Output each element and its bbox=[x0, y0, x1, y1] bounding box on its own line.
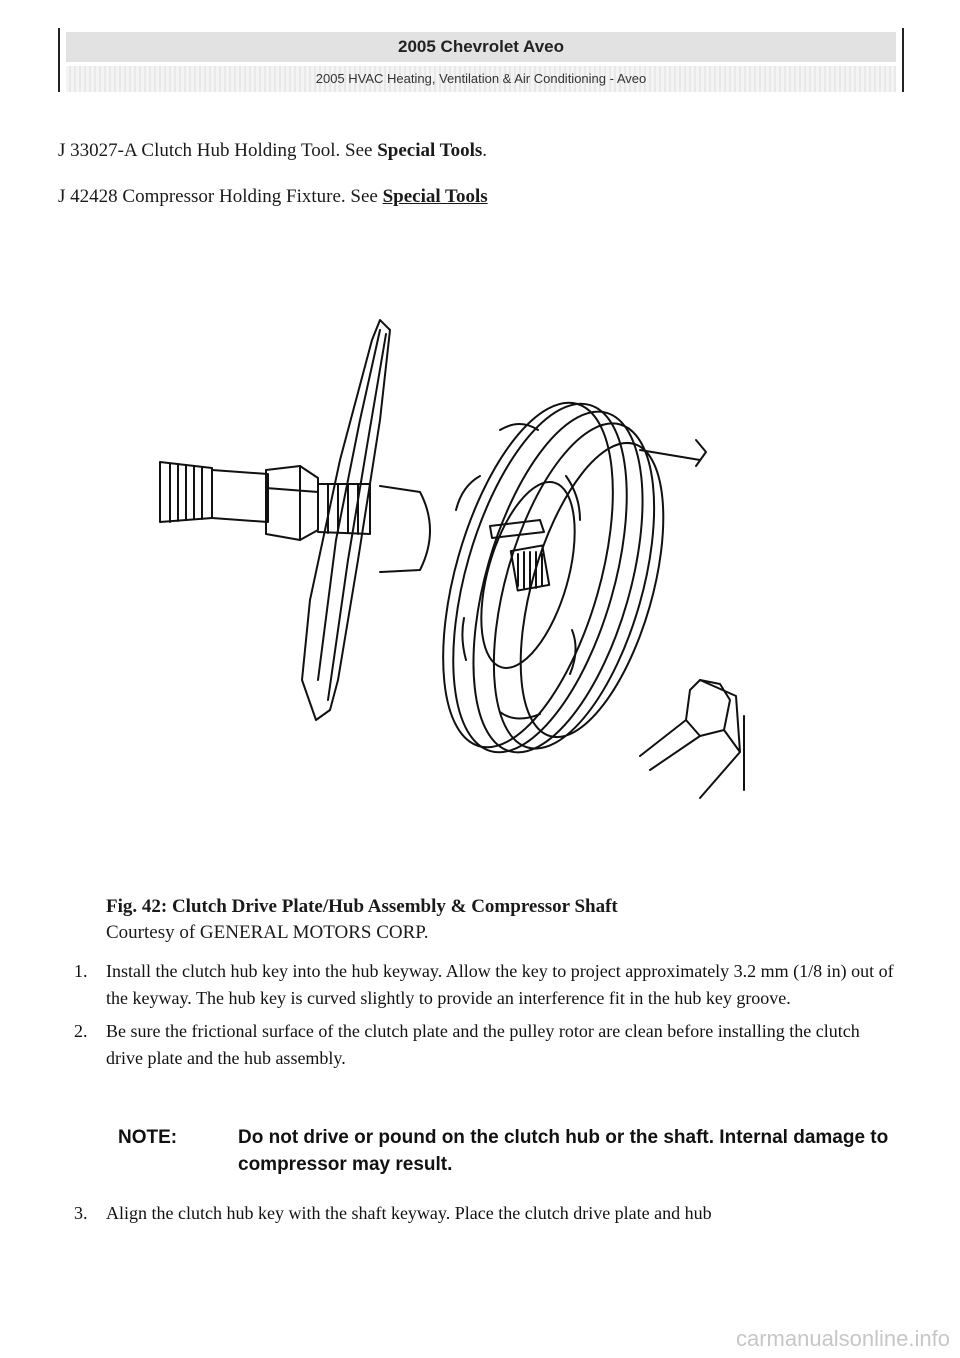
tool-text: J 42428 Compressor Holding Fixture. See bbox=[58, 186, 383, 207]
tool-line-1: J 33027-A Clutch Hub Holding Tool. See Special Tools. bbox=[58, 140, 488, 161]
special-tools-link[interactable]: Special Tools bbox=[382, 186, 488, 207]
special-tools-link[interactable]: Special Tools bbox=[377, 140, 483, 161]
step-item: 2. Be sure the frictional surface of the clutch plate and the pulley rotor are clean before installing the clutch drive plate and the hub assembly. bbox=[74, 1021, 860, 1068]
step-text: Be sure the frictional surface of the clutch plate and the pulley rotor are clean before installing the clutch drive plate and the hub assembly. bbox=[106, 1021, 860, 1068]
watermark: carmanualsonline.info bbox=[735, 1326, 950, 1351]
header-subtitle: 2005 HVAC Heating, Ventilation & Air Conditioning - Aveo bbox=[66, 66, 896, 92]
holding-fixture bbox=[640, 680, 744, 798]
caption-title: Fig. 42: Clutch Drive Plate/Hub Assembly & Compressor Shaft bbox=[106, 896, 618, 917]
threaded-shaft bbox=[160, 462, 268, 522]
page-header bbox=[58, 28, 904, 92]
step-text: Install the clutch hub key into the hub keyway. Allow the key to project approximately 3.2 mm (1/8 in) out of the keyway. The hub key is curved slightly to provide an interference fit in the hub key groove. bbox=[106, 961, 894, 1008]
clutch-hub bbox=[463, 472, 593, 679]
procedure-steps bbox=[70, 958, 900, 1078]
step-item: 3. Align the clutch hub key with the shaft keyway. Place the clutch drive plate and hub bbox=[74, 1203, 712, 1223]
figure-caption bbox=[106, 894, 618, 946]
caption-courtesy: Courtesy of GENERAL MOTORS CORP. bbox=[106, 922, 429, 943]
shaft-nut bbox=[266, 466, 318, 540]
pulley-rotor bbox=[410, 384, 692, 771]
step-item: 1. Install the clutch hub key into the hub keyway. Allow the key to project approximately 3.2 mm (1/8 in) out of the keyway. The hub key is curved slightly to provide an interference fit in the hub key groove. bbox=[74, 961, 894, 1008]
note-text: Do not drive or pound on the clutch hub or the shaft. Internal damage to compressor may result. bbox=[238, 1127, 889, 1175]
tool-line-2 bbox=[58, 186, 488, 208]
tool-text: J 33027-A Clutch Hub Holding Tool. See bbox=[58, 140, 378, 161]
step-text: Align the clutch hub key with the shaft keyway. Place the clutch drive plate and hub bbox=[106, 1203, 712, 1223]
clutch-hub-illustration bbox=[140, 300, 760, 820]
rear-shaft bbox=[640, 440, 706, 466]
drive-plate-disc bbox=[302, 320, 390, 720]
header-title: 2005 Chevrolet Aveo bbox=[66, 32, 896, 62]
shaft-end bbox=[380, 486, 430, 572]
note-label: NOTE: bbox=[118, 1127, 178, 1148]
